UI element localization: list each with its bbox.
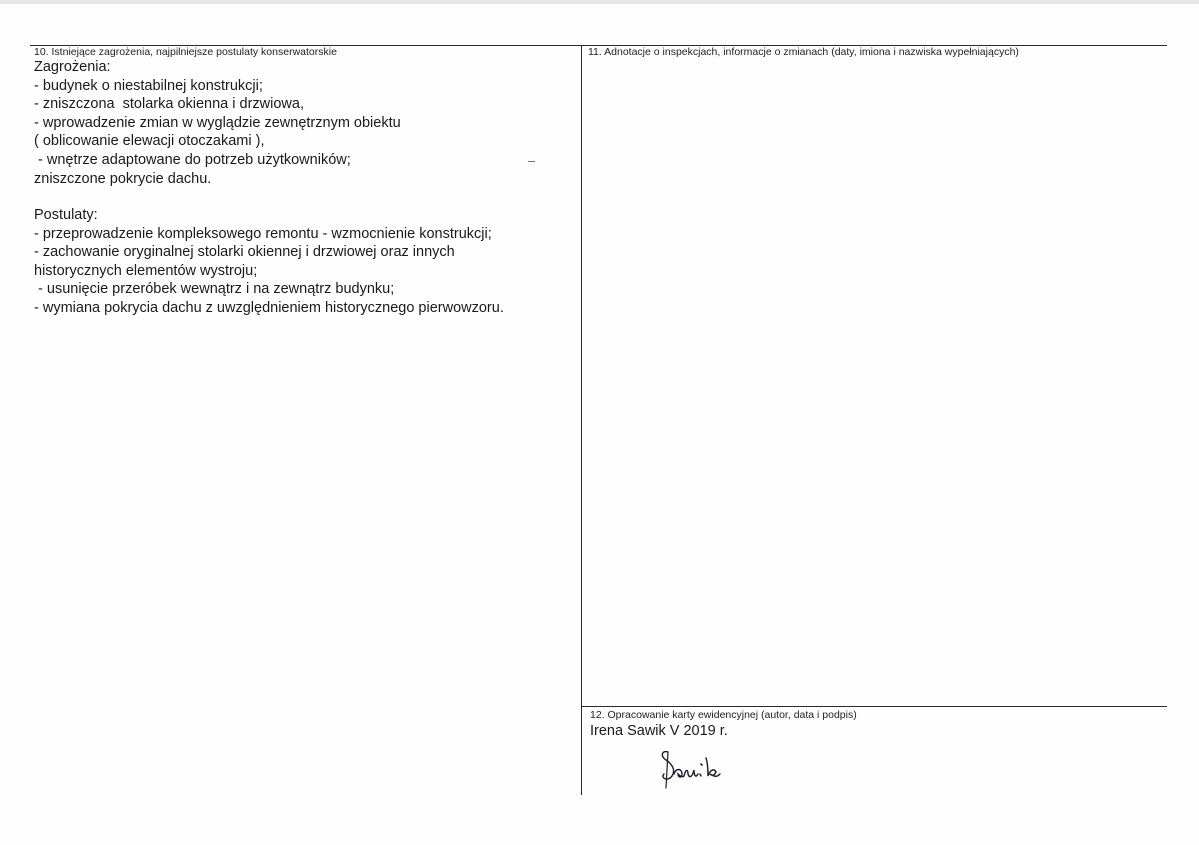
section12-heading: 12. Opracowanie karty ewidencyjnej (autor, data i podpis) (590, 709, 857, 721)
postulates-title: Postulaty: (34, 207, 98, 223)
postulate-item: - zachowanie oryginalnej stolarki okiennej i drzwiowej oraz innych (34, 244, 455, 261)
threat-item: ( oblicowanie elewacji otoczakami ), (34, 133, 265, 150)
postulate-item: - usunięcie przeróbek wewnątrz i na zewnątrz budynku; (34, 281, 395, 298)
column-divider (581, 45, 582, 795)
handwritten-signature (656, 746, 738, 795)
stray-dash-mark (528, 161, 535, 162)
scan-edge (0, 0, 1199, 4)
section10-heading: 10. Istniejące zagrożenia, najpilniejsze postulaty konserwatorskie (34, 46, 337, 58)
threat-item: - wprowadzenie zmian w wyglądzie zewnętrznym obiektu (34, 114, 401, 131)
section12-top-line (581, 706, 1167, 707)
threat-item: - zniszczona stolarka okienna i drzwiowa, (34, 96, 304, 113)
postulate-item: - przeprowadzenie kompleksowego remontu - wzmocnienie konstrukcji; (34, 225, 492, 242)
postulate-item: - wymiana pokrycia dachu z uwzględnieniem historycznego pierwowzoru. (34, 300, 504, 316)
threat-item: - budynek o niestabilnej konstrukcji; (34, 77, 263, 94)
threat-item: - wnętrze adaptowane do potrzeb użytkowników; (34, 152, 351, 168)
threat-item: zniszczone pokrycie dachu. (34, 170, 212, 187)
section11-heading: 11. Adnotacje o inspekcjach, informacje o zmianach (daty, imiona i nazwiska wypełniających) (588, 46, 1019, 58)
postulate-item: historycznych elementów wystroju; (34, 262, 258, 279)
threats-title: Zagrożenia: (34, 59, 111, 75)
author-line: Irena Sawik V 2019 r. (590, 723, 728, 739)
